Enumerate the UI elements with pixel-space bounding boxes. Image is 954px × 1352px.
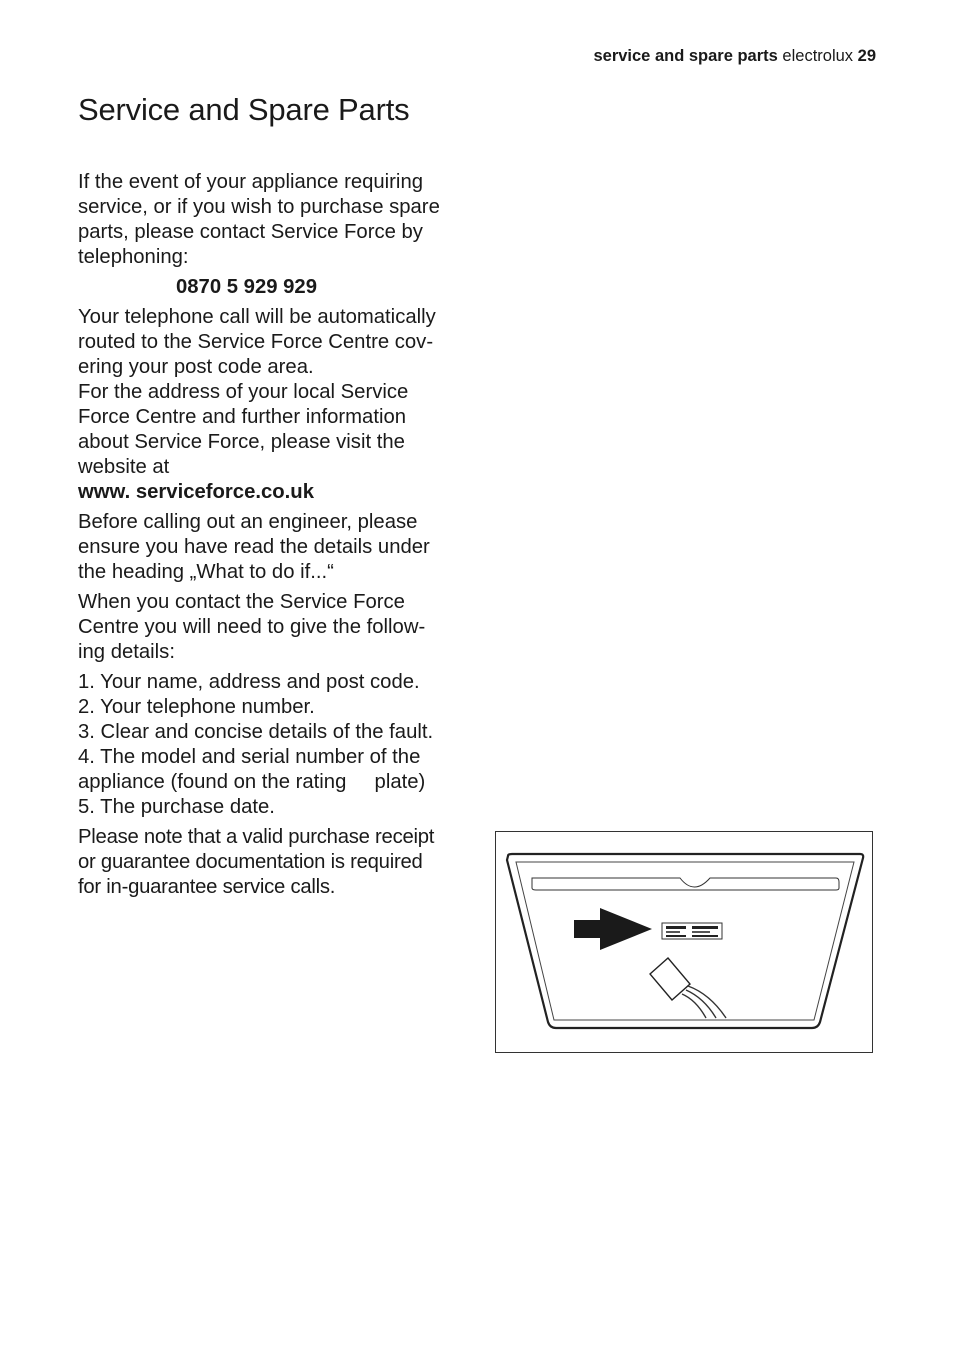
intro-line: service, or if you wish to purchase spare xyxy=(78,196,440,218)
receipt-note-line: for in-guarantee service calls. xyxy=(78,876,336,898)
phone-number: 0870 5 929 929 xyxy=(176,276,317,298)
running-header xyxy=(593,47,876,66)
intro-paragraph xyxy=(78,170,470,270)
body-column xyxy=(78,170,470,900)
routing-line: For the address of your local Service xyxy=(78,381,409,403)
routing-paragraph xyxy=(78,305,470,480)
website-link[interactable]: www. serviceforce.co.uk xyxy=(78,481,314,503)
list-item: 1. Your name, address and post code. xyxy=(78,671,420,693)
intro-line: If the event of your appliance requiring xyxy=(78,171,423,193)
details-list xyxy=(78,670,470,820)
header-brand: electrolux xyxy=(782,47,854,65)
routing-line: Force Centre and further information xyxy=(78,406,407,428)
list-item: 4. The model and serial number of the xyxy=(78,746,421,768)
before-calling-line: the heading „What to do if...“ xyxy=(78,561,334,583)
intro-line: parts, please contact Service Force by xyxy=(78,221,423,243)
contact-intro-line: When you contact the Service Force xyxy=(78,591,405,613)
routing-line: Your telephone call will be automatically xyxy=(78,306,436,328)
before-calling-line: ensure you have read the details under xyxy=(78,536,430,558)
routing-line: about Service Force, please visit the xyxy=(78,431,405,453)
rating-plate-icon xyxy=(662,923,722,939)
contact-intro-line: ing details: xyxy=(78,641,175,663)
receipt-note-line: or guarantee documentation is required xyxy=(78,851,423,873)
rating-plate-figure xyxy=(495,831,873,1053)
contact-intro-line: Centre you will need to give the follow- xyxy=(78,616,426,638)
list-item: 5. The purchase date. xyxy=(78,796,275,818)
routing-line: website at xyxy=(78,456,170,478)
list-item: 3. Clear and concise details of the fault. xyxy=(78,721,434,743)
before-calling-paragraph xyxy=(78,510,470,585)
list-item: appliance (found on the rating plate) xyxy=(78,771,426,793)
receipt-note-paragraph xyxy=(78,825,470,900)
routing-line: ering your post code area. xyxy=(78,356,314,378)
intro-line: telephoning: xyxy=(78,246,189,268)
page-title: Service and Spare Parts xyxy=(78,92,410,127)
routing-line: routed to the Service Force Centre cov- xyxy=(78,331,434,353)
header-section: service and spare parts xyxy=(593,47,778,65)
page-number: 29 xyxy=(857,47,876,65)
receipt-note-line: Please note that a valid purchase receipt xyxy=(78,826,435,848)
oven-interior-illustration xyxy=(496,832,872,1052)
contact-intro-paragraph xyxy=(78,590,470,665)
list-item: 2. Your telephone number. xyxy=(78,696,315,718)
before-calling-line: Before calling out an engineer, please xyxy=(78,511,418,533)
